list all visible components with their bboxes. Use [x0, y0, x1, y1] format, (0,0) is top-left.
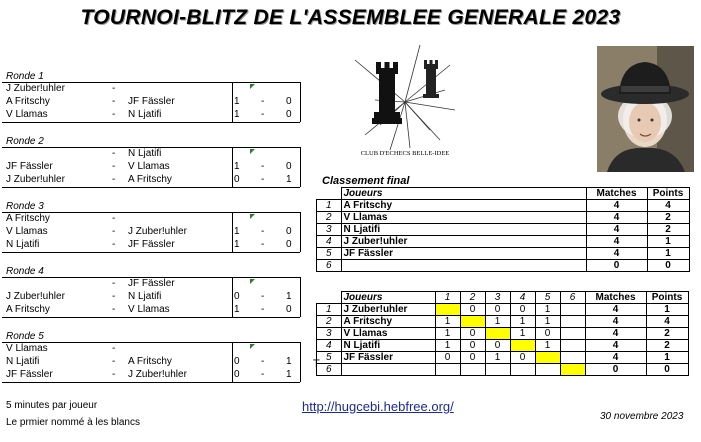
black-player: V Llamas: [128, 161, 170, 172]
time-control-note: 5 minutes par joueur: [6, 400, 98, 411]
score-separator: -: [261, 174, 265, 185]
result-cell: 0: [460, 328, 485, 340]
score-box-left: [232, 342, 233, 382]
score-white: 0: [234, 369, 240, 380]
rank-cell: 2: [317, 212, 342, 224]
game-dash: -: [112, 343, 116, 354]
header-matches: Matches: [585, 292, 646, 304]
result-marker-icon: [250, 279, 255, 284]
white-player: N Ljatifi: [6, 356, 40, 367]
player-name: A Fritschy: [341, 200, 586, 212]
round-bottom-line: [2, 252, 300, 253]
rank-cell: 1: [317, 304, 342, 316]
score-box-right: [300, 147, 301, 187]
points-cell: 4: [647, 200, 689, 212]
white-player: N Ljatifi: [6, 239, 40, 250]
score-black: 1: [286, 174, 292, 185]
result-cell: 0: [485, 340, 510, 352]
game-dash: -: [112, 96, 116, 107]
column-number: 5: [535, 292, 560, 304]
score-black: 1: [286, 291, 292, 302]
rank-cell: 5: [317, 352, 342, 364]
score-box-top: [232, 212, 300, 213]
self-cell: [460, 316, 485, 328]
score-white: 1: [234, 161, 240, 172]
rook-logo-icon: [350, 40, 460, 165]
tournament-date: 30 novembre 2023: [600, 411, 684, 422]
score-white: 0: [234, 174, 240, 185]
result-cell: 0: [510, 304, 535, 316]
round-bottom-line: [2, 187, 300, 188]
score-black: 1: [286, 356, 292, 367]
header-points: Points: [646, 292, 688, 304]
white-player: JF Fässler: [6, 369, 53, 380]
club-website-link[interactable]: http://hugcebi.hebfree.org/: [302, 399, 454, 414]
round-header-line: [2, 277, 232, 278]
player-name: J Zuber!uhler: [341, 304, 435, 316]
result-cell: 1: [435, 328, 460, 340]
game-dash: -: [112, 83, 116, 94]
round-label: Ronde 3: [6, 201, 44, 212]
rank-cell: 4: [317, 340, 342, 352]
score-separator: -: [261, 291, 265, 302]
black-player: JF Fässler: [128, 239, 175, 250]
white-player: J Zuber!uhler: [6, 174, 65, 185]
column-number: 3: [485, 292, 510, 304]
game-dash: -: [112, 174, 116, 185]
white-player: V Llamas: [6, 109, 48, 120]
round-label: Ronde 2: [6, 136, 44, 147]
matches-cell: 4: [586, 236, 647, 248]
standings-row: [317, 236, 690, 248]
game-dash: -: [112, 291, 116, 302]
score-white: 1: [234, 96, 240, 107]
black-player: A Fritschy: [128, 356, 172, 367]
player-name: JF Fässler: [341, 352, 435, 364]
points-cell: 4: [646, 316, 688, 328]
player-name: [341, 364, 435, 376]
crosstable-row: [317, 304, 689, 316]
game-dash: -: [112, 226, 116, 237]
score-white: 0: [234, 356, 240, 367]
points-cell: 0: [646, 364, 688, 376]
points-cell: 1: [647, 248, 689, 260]
result-cell: 1: [535, 316, 560, 328]
score-box-left: [232, 277, 233, 317]
matches-cell: 0: [585, 364, 646, 376]
round-label: Ronde 1: [6, 71, 44, 82]
points-cell: 1: [646, 304, 688, 316]
game-dash: -: [112, 278, 116, 289]
black-player: N Ljatifi: [128, 148, 162, 159]
club-logo: [350, 40, 460, 165]
standings-row: [317, 212, 690, 224]
result-cell: 0: [435, 352, 460, 364]
crosstable-row: [317, 364, 689, 376]
black-player: N Ljatifi: [128, 109, 162, 120]
white-player: J Zuber!uhler: [6, 291, 65, 302]
corner-cell: [317, 292, 342, 304]
score-box-right: [300, 212, 301, 252]
matches-cell: 4: [585, 316, 646, 328]
black-player: N Ljatifi: [128, 291, 162, 302]
white-player: A Fritschy: [6, 304, 50, 315]
page-title: TOURNOI-BLITZ DE L'ASSEMBLEE GENERALE 2023: [80, 6, 621, 29]
self-cell: [435, 304, 460, 316]
crosstable-header-row: [317, 292, 689, 304]
matches-cell: 4: [586, 224, 647, 236]
round-label: Ronde 5: [6, 331, 44, 342]
points-cell: 0: [647, 260, 689, 272]
self-cell: [485, 328, 510, 340]
standings-row: [317, 200, 690, 212]
header-matches: Matches: [586, 188, 647, 200]
points-cell: 2: [646, 328, 688, 340]
result-marker-icon: [250, 149, 255, 154]
result-cell: 0: [460, 340, 485, 352]
result-cell: 1: [510, 328, 535, 340]
column-number: 2: [460, 292, 485, 304]
rank-cell: 6: [317, 364, 342, 376]
result-cell: 1: [435, 316, 460, 328]
result-cell: [485, 364, 510, 376]
score-separator: -: [261, 109, 265, 120]
portrait-photo-icon: [597, 46, 694, 172]
game-dash: -: [112, 109, 116, 120]
matches-cell: 4: [586, 212, 647, 224]
crosstable-row: [317, 352, 689, 364]
player-name: N Ljatifi: [341, 340, 435, 352]
score-box-right: [300, 342, 301, 382]
rank-cell: 4: [317, 236, 342, 248]
rank-cell: 3: [317, 224, 342, 236]
score-box-left: [232, 147, 233, 187]
column-number: 6: [560, 292, 585, 304]
white-player-note: Le prmier nommé à les blancs: [6, 417, 140, 428]
result-cell: [560, 304, 585, 316]
score-black: 0: [286, 109, 292, 120]
score-box-top: [232, 82, 300, 83]
score-white: 1: [234, 239, 240, 250]
club-name: CLUB D'ECHECS BELLE-IDEE: [360, 150, 450, 157]
matches-cell: 4: [585, 352, 646, 364]
black-player: J Zuber!uhler: [128, 226, 187, 237]
score-box-left: [232, 82, 233, 122]
result-cell: 1: [535, 304, 560, 316]
score-separator: -: [261, 161, 265, 172]
round-bottom-line: [2, 382, 300, 383]
white-player: J Zuber!uhler: [6, 83, 65, 94]
score-black: 0: [286, 96, 292, 107]
player-name: V Llamas: [341, 212, 586, 224]
result-cell: 0: [460, 352, 485, 364]
game-dash: -: [112, 304, 116, 315]
game-dash: -: [112, 161, 116, 172]
matches-cell: 4: [586, 200, 647, 212]
score-box-top: [232, 147, 300, 148]
standings-row: [317, 260, 690, 272]
score-box-top: [232, 342, 300, 343]
result-cell: [535, 364, 560, 376]
matches-cell: 4: [585, 340, 646, 352]
player-name: A Fritschy: [341, 316, 435, 328]
rank-cell: 1: [317, 200, 342, 212]
black-player: V Llamas: [128, 304, 170, 315]
result-cell: [560, 352, 585, 364]
points-cell: 1: [647, 236, 689, 248]
result-cell: 0: [535, 328, 560, 340]
round-label: Ronde 4: [6, 266, 44, 277]
standings-header-row: [317, 188, 690, 200]
rank-cell: 2: [317, 316, 342, 328]
result-cell: 0: [460, 304, 485, 316]
player-name: J Zuber!uhler: [341, 236, 586, 248]
white-player: V Llamas: [6, 226, 48, 237]
stray-mark: T: [313, 358, 320, 370]
game-dash: -: [112, 213, 116, 224]
score-black: 1: [286, 369, 292, 380]
score-separator: -: [261, 239, 265, 250]
score-black: 0: [286, 161, 292, 172]
result-cell: 0: [485, 304, 510, 316]
result-cell: 0: [510, 352, 535, 364]
player-name: JF Fässler: [341, 248, 586, 260]
header-joueurs: Joueurs: [341, 292, 435, 304]
score-separator: -: [261, 304, 265, 315]
result-cell: 1: [485, 316, 510, 328]
standings-row: [317, 248, 690, 260]
matches-cell: 4: [585, 304, 646, 316]
black-player: JF Fässler: [128, 96, 175, 107]
game-dash: -: [112, 356, 116, 367]
player-name: N Ljatifi: [341, 224, 586, 236]
rank-cell: 6: [317, 260, 342, 272]
score-separator: -: [261, 96, 265, 107]
standings-row: [317, 224, 690, 236]
round-bottom-line: [2, 122, 300, 123]
white-player: JF Fässler: [6, 161, 53, 172]
result-marker-icon: [250, 214, 255, 219]
score-black: 0: [286, 226, 292, 237]
self-cell: [510, 340, 535, 352]
score-separator: -: [261, 226, 265, 237]
points-cell: 2: [646, 340, 688, 352]
score-box-right: [300, 277, 301, 317]
self-cell: [535, 352, 560, 364]
crosstable-row: [317, 340, 689, 352]
header-joueurs: Joueurs: [341, 188, 586, 200]
result-marker-icon: [250, 344, 255, 349]
result-cell: [560, 340, 585, 352]
result-cell: [560, 316, 585, 328]
white-player: A Fritschy: [6, 213, 50, 224]
score-white: 1: [234, 109, 240, 120]
player-photo: [597, 46, 694, 172]
column-number: 1: [435, 292, 460, 304]
result-cell: 1: [435, 340, 460, 352]
result-cell: [510, 364, 535, 376]
score-box-top: [232, 277, 300, 278]
points-cell: 1: [646, 352, 688, 364]
game-dash: -: [112, 148, 116, 159]
player-name: V Llamas: [341, 328, 435, 340]
player-name: [341, 260, 586, 272]
score-white: 0: [234, 291, 240, 302]
round-header-line: [2, 147, 232, 148]
self-cell: [560, 364, 585, 376]
classement-title: Classement final: [322, 175, 410, 187]
result-cell: 1: [485, 352, 510, 364]
game-dash: -: [112, 239, 116, 250]
result-cell: [460, 364, 485, 376]
points-cell: 2: [647, 212, 689, 224]
score-separator: -: [261, 369, 265, 380]
points-cell: 2: [647, 224, 689, 236]
column-number: 4: [510, 292, 535, 304]
rank-cell: 3: [317, 328, 342, 340]
matches-cell: 4: [586, 248, 647, 260]
crosstable-row: [317, 328, 689, 340]
white-player: V Llamas: [6, 343, 48, 354]
score-white: 1: [234, 304, 240, 315]
matches-cell: 4: [585, 328, 646, 340]
black-player: J Zuber!uhler: [128, 369, 187, 380]
result-cell: 1: [535, 340, 560, 352]
standings-table: [316, 187, 690, 272]
header-points: Points: [647, 188, 689, 200]
crosstable: [316, 291, 689, 376]
result-marker-icon: [250, 84, 255, 89]
rank-cell: 5: [317, 248, 342, 260]
crosstable-row: [317, 316, 689, 328]
result-cell: [435, 364, 460, 376]
white-player: A Fritschy: [6, 96, 50, 107]
result-cell: [560, 328, 585, 340]
matches-cell: 0: [586, 260, 647, 272]
black-player: JF Fässler: [128, 278, 175, 289]
result-cell: 1: [510, 316, 535, 328]
score-separator: -: [261, 356, 265, 367]
score-black: 0: [286, 239, 292, 250]
score-white: 1: [234, 226, 240, 237]
score-box-right: [300, 82, 301, 122]
game-dash: -: [112, 369, 116, 380]
score-box-left: [232, 212, 233, 252]
round-bottom-line: [2, 317, 300, 318]
black-player: A Fritschy: [128, 174, 172, 185]
score-black: 0: [286, 304, 292, 315]
